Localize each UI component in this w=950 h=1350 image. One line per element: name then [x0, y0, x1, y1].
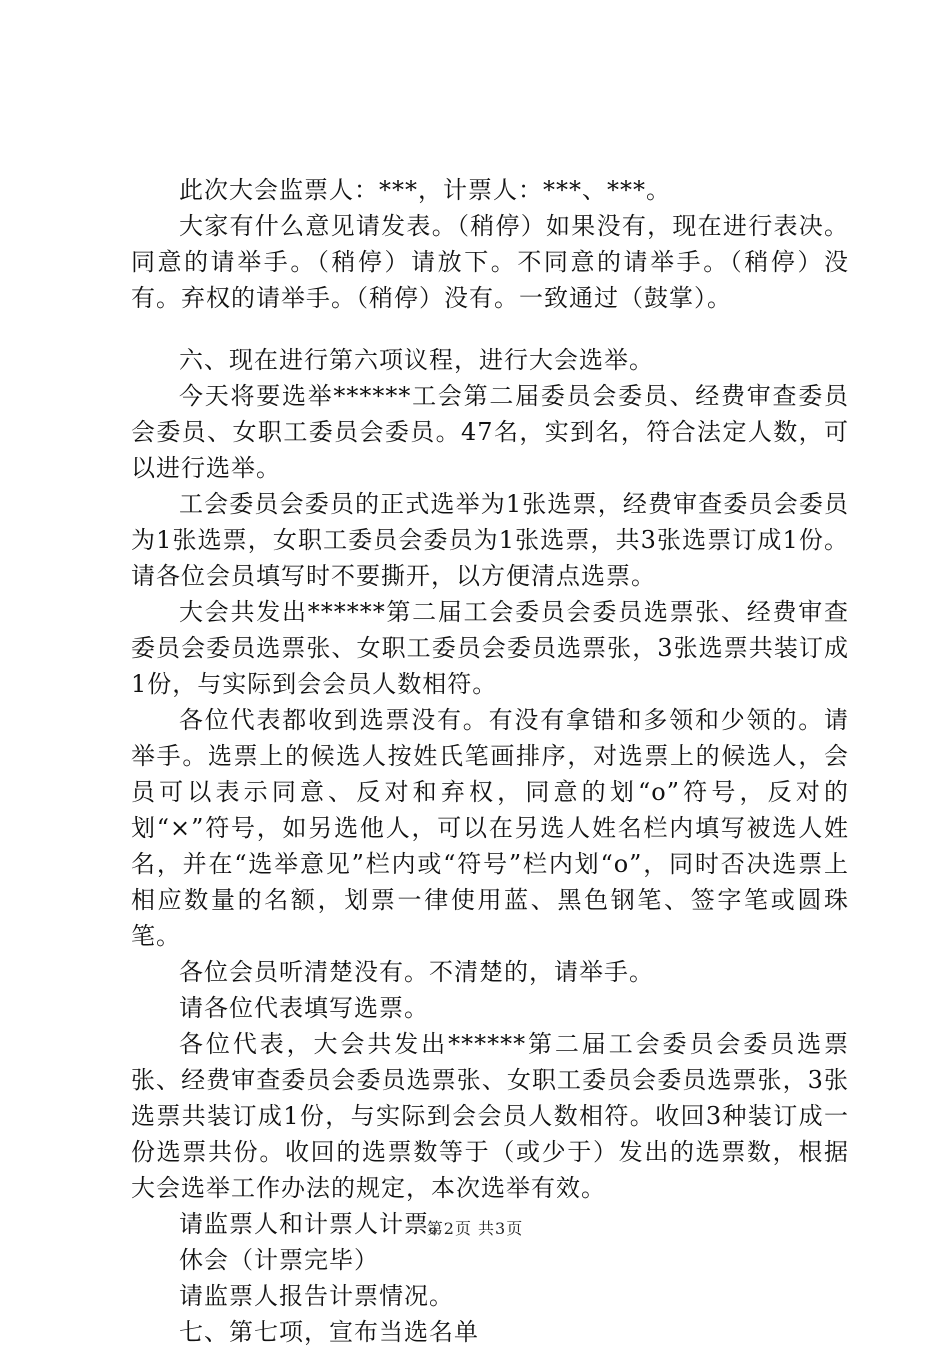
paragraph-voting-instructions: 各位代表都收到选票没有。有没有拿错和多领和少领的。请举手。选票上的候选人按姓氏笔画排序，对选票上的候选人，会员可以表示同意、反对和弃权，同意的划“o”符号，反对的划“×”符号，如另选他人，可以在另选人姓名栏内填写被选人姓名，并在“选举意见”栏内或“符号”栏内划“o”，同时否决选票上相应数量的名额，划票一律使用蓝、黑色钢笔、签字笔或圆珠笔。 — [131, 706, 849, 950]
paragraph-agenda-seven: 七、第七项，宣布当选名单 — [179, 1318, 479, 1346]
paragraph-recess: 休会（计票完毕） — [179, 1246, 379, 1274]
paragraph-spacer — [131, 316, 849, 342]
paragraph-agenda-six: 六、现在进行第六项议程，进行大会选举。 — [179, 346, 654, 374]
paragraph-ballots-returned: 各位代表，大会共发出******第二届工会委员会委员选票张、经费审查委员会委员选票张、女职工委员会委员选票张，3张选票共装订成1份，与实际到会会员人数相符。收回3种装订成一份选票共份。收回的选票数等于（或少于）发出的选票数，根据大会选举工作办法的规定，本次选举有效。 — [131, 1030, 849, 1202]
paragraph-ballot-format: 工会委员会委员的正式选举为1张选票，经费审查委员会委员为1张选票，女职工委员会委员为1张选票，共3张选票订成1份。请各位会员填写时不要撕开，以方便清点选票。 — [131, 490, 849, 590]
page-number-footer: 第2页 共3页 — [426, 1219, 524, 1238]
paragraph-scrutineers: 此次大会监票人：***，计票人：***、***。 — [179, 176, 671, 204]
paragraph-report-count: 请监票人报告计票情况。 — [179, 1282, 454, 1310]
paragraph-vote-procedure: 大家有什么意见请发表。（稍停）如果没有，现在进行表决。同意的请举手。（稍停）请放下。不同意的请举手。（稍停）没有。弃权的请举手。（稍停）没有。一致通过（鼓掌）。 — [131, 212, 849, 312]
paragraph-ballots-issued: 大会共发出******第二届工会委员会委员选票张、经费审查委员会委员选票张、女职工委员会委员选票张，3张选票共装订成1份，与实际到会会员人数相符。 — [131, 598, 849, 698]
document-body — [131, 172, 849, 1350]
paragraph-count-votes: 请监票人和计票人计票。 — [179, 1210, 454, 1238]
paragraph-clarification: 各位会员听清楚没有。不清楚的，请举手。 — [179, 958, 654, 986]
paragraph-fill-ballots: 请各位代表填写选票。 — [179, 994, 429, 1022]
paragraph-election-intro: 今天将要选举******工会第二届委员会委员、经费审查委员会委员、女职工委员会委员。47名，实到名，符合法定人数，可以进行选举。 — [131, 382, 849, 482]
